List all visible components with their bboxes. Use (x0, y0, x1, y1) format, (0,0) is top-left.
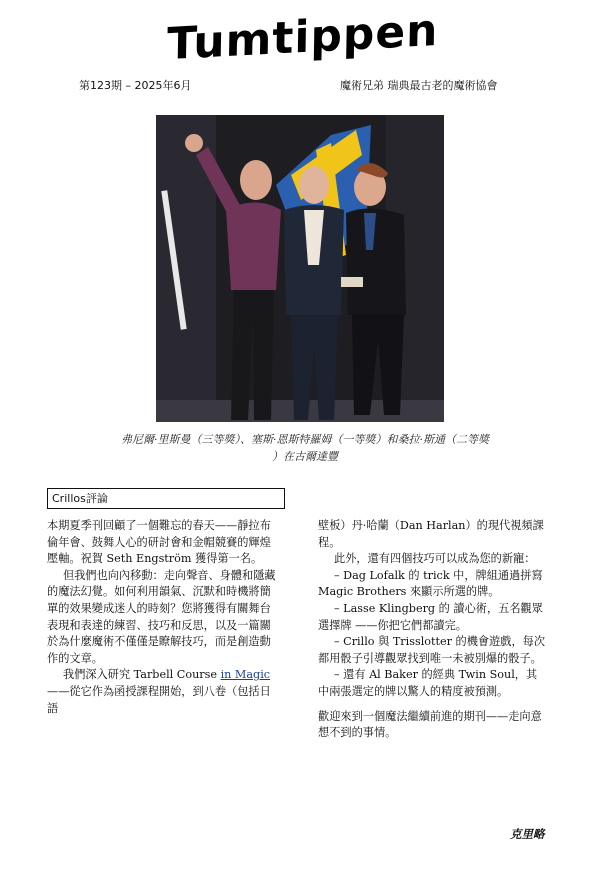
issue-number: 第123期 – 2025年6月 (79, 79, 192, 92)
section-title: Crillos評論 (47, 488, 285, 509)
trick-item: – Dag Lofalk 的 trick 中，牌組通過拼寫 Magic Brothers 來顯示所選的牌。 (318, 568, 543, 599)
article-paragraph: 壁板）丹·哈蘭（Dan Harlan）的現代視頻課程。 (318, 519, 544, 549)
author-signature: 克里略 (510, 827, 545, 841)
award-photo (156, 115, 444, 422)
article-paragraph: 本期夏季刊回顧了一個難忘的春天——靜拉布倫年會、鼓舞人心的研討會和金帽競賽的輝煌壓軸。祝賀 Seth Engström 獲得第一名。 (47, 519, 271, 566)
article-column-left (47, 518, 277, 717)
tarbell-link[interactable]: in Magic (220, 668, 271, 682)
article-column-right (318, 518, 546, 742)
caption-line-2: ）在古爾達豐 (272, 450, 338, 463)
trick-item: – Lasse Klingberg 的 讀心術，五名觀眾選擇牌 ——你把它們都讀完。 (318, 601, 543, 632)
trick-item: – 還有 Al Baker 的經典 Twin Soul，其中兩張選定的牌以驚人的精度被預測。 (318, 668, 538, 698)
masthead (0, 4, 606, 71)
article-text: 我們深入研究 Tarbell Course (63, 668, 221, 682)
article-paragraph: 此外，還有四個技巧可以成為您的新寵： (334, 552, 536, 566)
newsletter-title: Tumtippen (166, 4, 440, 71)
caption-line-1: 弗尼爾·里斯曼（三等獎）、塞斯·恩斯特羅姆（一等獎）和桑拉·斯通（二等獎 (121, 433, 489, 446)
article-paragraph: 但我們也向內移動：走向聲音、身體和隱藏的魔法幻覺。如何利用韻氣、沉默和時機將簡單的效果變成迷人的時刻？您將獲得有關舞台表現和表達的練習、技巧和反思，以及一篇關於為什麼魔術不僅僅是瞭解技巧，而是創造動作的文章。 (47, 568, 276, 665)
organization-line: 魔術兄弟 瑞典最古老的魔術協會 (340, 79, 498, 92)
article-text: ——從它作為函授課程開始，到八卷（包括日語 (47, 684, 271, 715)
trick-item: – Crillo 與 Trisslotter 的機會遊戲，每次都用骰子引導觀眾找到唯一未被別爆的骰子。 (318, 635, 546, 665)
closing-paragraph: 歡迎來到一個魔法繼續前進的期刊——走向意想不到的事情。 (318, 709, 542, 740)
photo-caption (60, 431, 550, 465)
article-paragraph (47, 667, 277, 717)
